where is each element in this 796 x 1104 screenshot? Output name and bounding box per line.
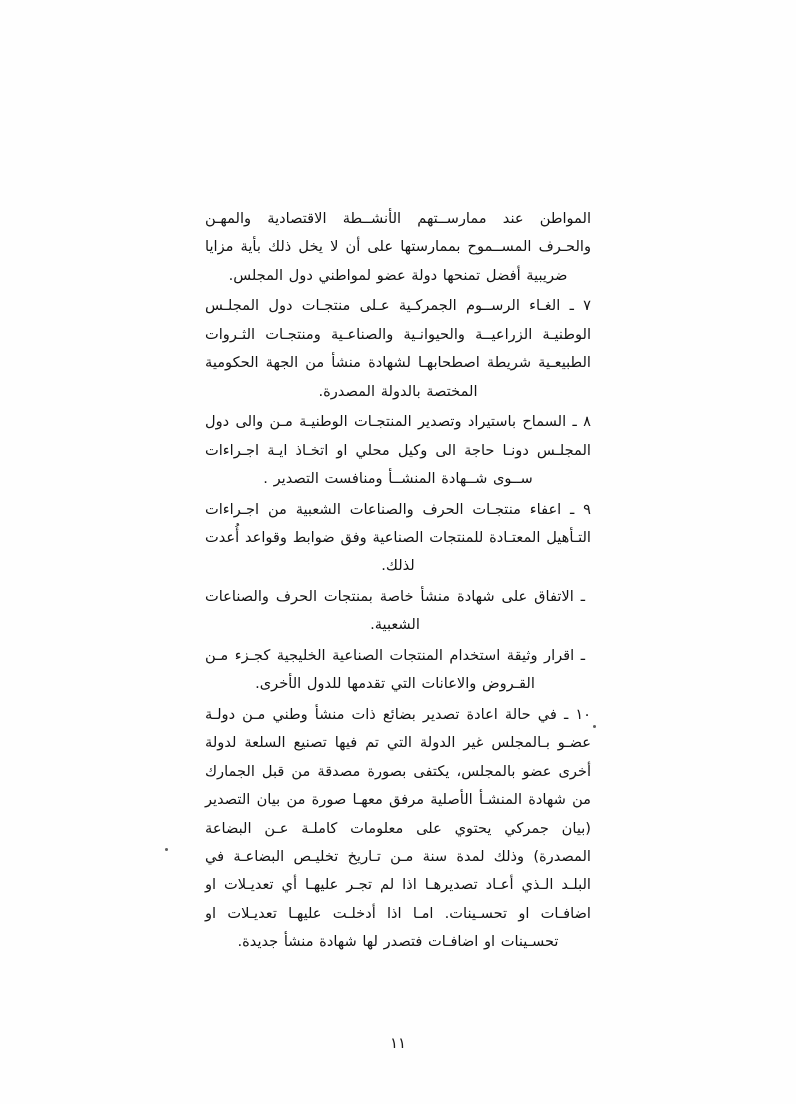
paragraph-dash-2: ـ اقرار وثيقة استخدام المنتجات الصناعية الخليجية كجـزء مـن القـروض والاعانات التي تقدمها للدول الأخرى. bbox=[205, 646, 585, 693]
paragraph-item-8: ٨ ـ السماح باستيراد وتصدير المنتجـات الوطنيـة مـن والى دول المجلـس دونـا حاجة الى وكيل محلي او اتخـاذ ايـة اجـراءات ســوى شــهادة المنشــأ ومنافست التصدير . bbox=[205, 413, 591, 488]
page-body bbox=[205, 205, 591, 959]
paragraph-item-10: ١٠ ـ في حالة اعادة تصدير بضائع ذات منشأ وطني مـن دولـة عضـو بـالمجلس غير الدولة التي تم فيها تصنيع السلعة لدولة أخرى عضو بالمجلس، يكتفى بصورة مصدقة من قبل الجمارك من شهادة المنشـأ الأصلية مرفق معهـا صورة من بيان التصدير (بيان جمركي يحتوي على معلومات كاملـة عـن البضاعة المصدرة) وذلك لمدة سنة مـن تـاريخ تخليـص البضاعـة في البلـد الـذي أعـاد تصديرهـا اذا لم تجـر عليهـا أي تعديـلات او اضافـات او تحسـينات. امـا اذا أدخلـت عليهـا تعديـلات او تحسـينات او اضافـات فتصدر لها شهادة منشأ جديدة. bbox=[205, 705, 591, 951]
page-number: ١١ bbox=[389, 1034, 407, 1052]
paragraph-intro: المواطن عند ممارســتهم الأنشــطة الاقتصادية والمهـن والحـرف المســموح بممارستها على أن لا يخل ذلك بأية مزايا ضريبية أفضل تمنحها دولة عضو لمواطني دول المجلس. bbox=[205, 210, 591, 284]
paragraph-dash-1: ـ الاتفاق على شهادة منشأ خاصة بمنتجات الحرف والصناعات الشعبية. bbox=[205, 587, 585, 634]
ink-speck bbox=[593, 725, 596, 728]
paragraph-item-9: ٩ ـ اعفاء منتجـات الحرف والصناعات الشعبية من اجـراءات التـأهيل المعتـادة للمنتجات الصناعية وفق ضوابط وقواعد أُعدت لذلك. bbox=[205, 500, 591, 575]
ink-speck bbox=[165, 848, 168, 851]
paragraph-item-7: ٧ ـ الغـاء الرســوم الجمركـية عـلى منتجـات دول المجلـس الوطنيـة الزراعيــة والحيوانـية والصناعـية ومنتجـات الثـروات الطبيعـية شريطة اصطحابهـا لشهادة منشأ من الجهة الحكومية المختصة بالدولة المصدرة. bbox=[205, 297, 591, 400]
